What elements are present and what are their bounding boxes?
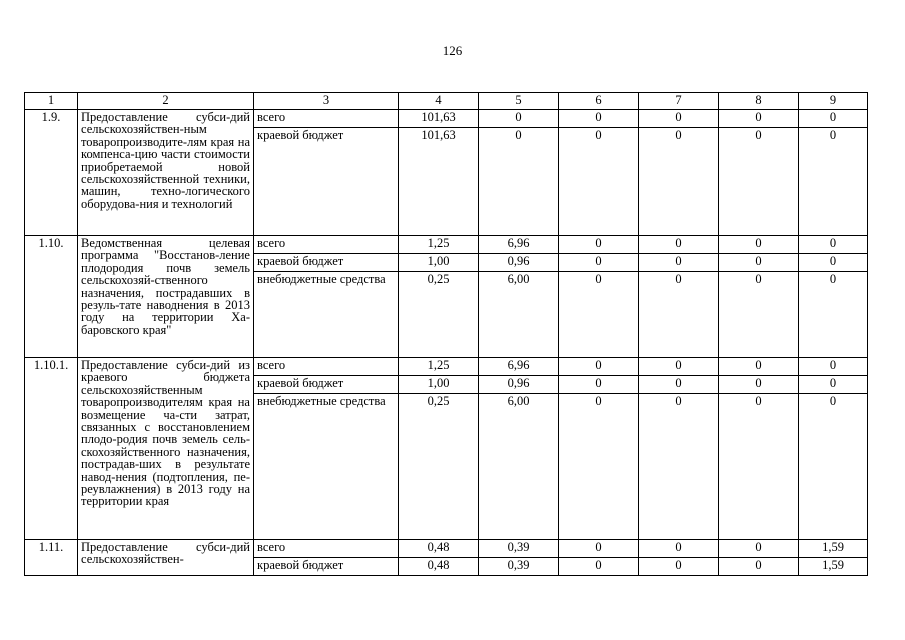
value-cell: 1,00: [399, 376, 479, 394]
value-cell: 1,59: [799, 558, 868, 576]
value-cell: 0: [719, 110, 799, 128]
table-row: [25, 540, 868, 558]
value-cell: 1,59: [799, 540, 868, 558]
page-number: 126: [442, 43, 463, 58]
funding-source: всего: [254, 540, 399, 558]
table-row: [25, 110, 868, 128]
value-cell: 0: [639, 558, 719, 576]
value-cell: 6,00: [479, 394, 559, 540]
value-cell: 0: [559, 376, 639, 394]
value-cell: 0: [479, 128, 559, 236]
value-cell: 1,25: [399, 236, 479, 254]
value-cell: 0: [799, 376, 868, 394]
column-header: 3: [254, 93, 399, 110]
value-cell: 1,25: [399, 358, 479, 376]
funding-source: краевой бюджет: [254, 376, 399, 394]
value-cell: 0: [799, 236, 868, 254]
value-cell: 0: [639, 254, 719, 272]
value-cell: 0,96: [479, 376, 559, 394]
value-cell: 0: [799, 128, 868, 236]
value-cell: 0: [559, 540, 639, 558]
funding-source: краевой бюджет: [254, 254, 399, 272]
column-header: 5: [479, 93, 559, 110]
value-cell: 0: [799, 358, 868, 376]
value-cell: 0: [719, 128, 799, 236]
value-cell: 6,96: [479, 236, 559, 254]
funding-source: всего: [254, 236, 399, 254]
table-row: [25, 236, 868, 254]
value-cell: 0: [559, 394, 639, 540]
value-cell: 0,48: [399, 558, 479, 576]
section-code: 1.10.1.: [25, 358, 78, 540]
column-header: 4: [399, 93, 479, 110]
value-cell: 101,63: [399, 128, 479, 236]
value-cell: 0: [639, 394, 719, 540]
value-cell: 0,39: [479, 558, 559, 576]
value-cell: 0: [719, 394, 799, 540]
value-cell: 0,25: [399, 272, 479, 358]
value-cell: 0: [719, 558, 799, 576]
value-cell: 0: [639, 376, 719, 394]
column-header: 2: [78, 93, 254, 110]
value-cell: 1,00: [399, 254, 479, 272]
funding-source: внебюджетные средства: [254, 272, 399, 358]
funding-source: внебюджетные средства: [254, 394, 399, 540]
value-cell: 0: [719, 236, 799, 254]
funding-source: всего: [254, 110, 399, 128]
value-cell: 0: [719, 358, 799, 376]
funding-source: всего: [254, 358, 399, 376]
section-description: Предоставление субси-дий сельскохозяйствен-ным товаропроизводите-лям края на компенса-цию части стоимости приобретаемой новой сельскохозяйственной техники, машин, техно-логического оборудова-ния и технологий: [78, 110, 254, 236]
column-header: 7: [639, 93, 719, 110]
value-cell: 0: [639, 110, 719, 128]
value-cell: 0: [799, 394, 868, 540]
budget-table: [24, 92, 868, 576]
value-cell: 0: [639, 236, 719, 254]
value-cell: 0: [639, 540, 719, 558]
value-cell: 0: [799, 254, 868, 272]
section-code: 1.11.: [25, 540, 78, 576]
column-header: 8: [719, 93, 799, 110]
section-code: 1.9.: [25, 110, 78, 236]
value-cell: 0: [719, 376, 799, 394]
value-cell: 0: [639, 272, 719, 358]
value-cell: 0: [639, 358, 719, 376]
value-cell: 0: [559, 128, 639, 236]
value-cell: 0: [559, 236, 639, 254]
value-cell: 0: [559, 110, 639, 128]
table-row: [25, 358, 868, 376]
funding-source: краевой бюджет: [254, 558, 399, 576]
value-cell: 0: [479, 110, 559, 128]
value-cell: 0,39: [479, 540, 559, 558]
value-cell: 0: [559, 358, 639, 376]
column-header: 1: [25, 93, 78, 110]
value-cell: 0: [799, 272, 868, 358]
column-header: 9: [799, 93, 868, 110]
value-cell: 6,00: [479, 272, 559, 358]
value-cell: 0: [719, 540, 799, 558]
funding-source: краевой бюджет: [254, 128, 399, 236]
section-description: Предоставление субси-дий сельскохозяйствен-: [78, 540, 254, 576]
value-cell: 0: [559, 254, 639, 272]
value-cell: 0: [559, 558, 639, 576]
value-cell: 0: [719, 254, 799, 272]
column-header-row: [25, 93, 868, 110]
value-cell: 0: [559, 272, 639, 358]
value-cell: 0,48: [399, 540, 479, 558]
value-cell: 101,63: [399, 110, 479, 128]
section-description: Ведомственная целевая программа "Восстанов-ление плодородия почв земель сельскохозяй-ственного назначения, пострадавших в резуль-тате наводнения в 2013 году на территории Ха-баровского края": [78, 236, 254, 358]
column-header: 6: [559, 93, 639, 110]
value-cell: 0: [719, 272, 799, 358]
section-description: Предоставление субси-дий из краевого бюджета сельскохозяйственным товаропроизводителям края на возмещение ча-сти затрат, связанных с восстановлением плодо-родия почв земель сель-скохозяйственного назначения, пострадав-ших в результате навод-нения (подтопления, пе-реувлажнения) в 2013 году на территории края: [78, 358, 254, 540]
value-cell: 6,96: [479, 358, 559, 376]
table-body: [25, 93, 868, 576]
value-cell: 0: [639, 128, 719, 236]
value-cell: 0: [799, 110, 868, 128]
value-cell: 0,96: [479, 254, 559, 272]
value-cell: 0,25: [399, 394, 479, 540]
section-code: 1.10.: [25, 236, 78, 358]
